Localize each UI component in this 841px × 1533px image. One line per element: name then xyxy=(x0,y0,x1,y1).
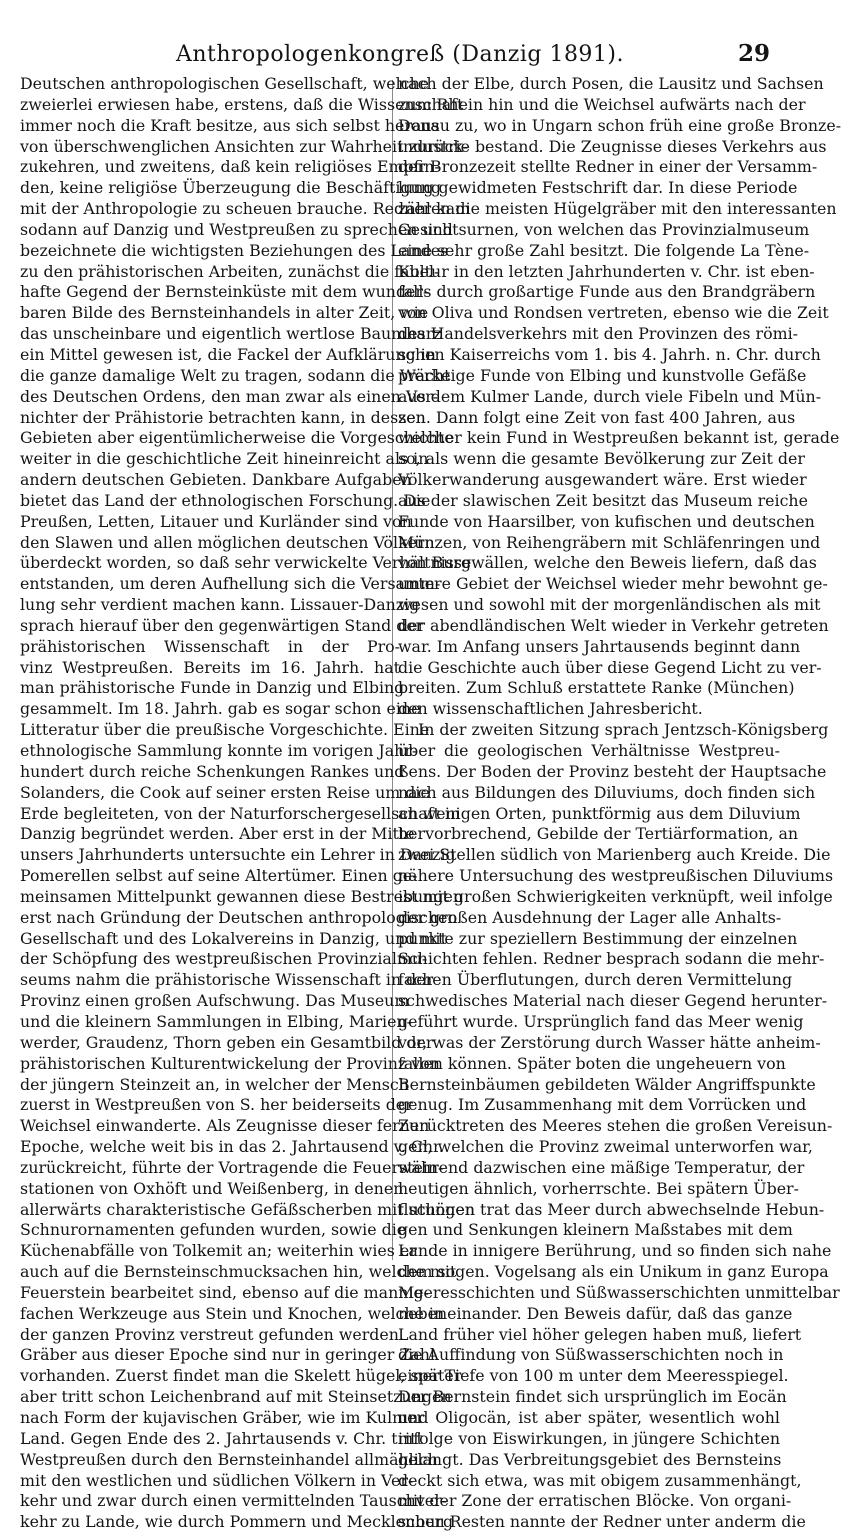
text-line: geführt wurde. Ursprünglich fand das Meer wenig xyxy=(398,1011,804,1031)
text-line: sprach hierauf über den gegenwärtigen Stand der xyxy=(20,615,424,635)
text-line: von Burgwällen, welche den Beweis liefern, daß das xyxy=(398,553,817,573)
text-line: Kultur in den letzten Jahrhunderten v. Chr. ist eben- xyxy=(398,261,815,281)
text-line: war. Im Anfang unsers Jahrtausends beginnt dann xyxy=(398,636,801,656)
text-line: gesammelt. Im 18. Jahrh. gab es sogar schon eine xyxy=(20,699,421,719)
text-line: mit den westlichen und südlichen Völkern in Ver- xyxy=(20,1470,414,1490)
text-line: Gräber aus dieser Epoche sind nur in geringer Zahl xyxy=(20,1345,435,1365)
text-line: mit der Zone der erratischen Blöcke. Von organi- xyxy=(398,1491,792,1511)
text-line: nebeneinander. Den Beweis dafür, daß das ganze xyxy=(398,1303,793,1323)
text-line: während dazwischen eine mäßige Temperatur, der xyxy=(398,1157,805,1177)
text-line: ein Mittel gewesen ist, die Fackel der Aufklärung in xyxy=(20,344,436,364)
text-line: heutigen ähnlich, vorherrschte. Bei spätern Über- xyxy=(398,1178,799,1198)
text-line: genug. Im Zusammenhang mit dem Vorrücken und xyxy=(398,1095,807,1115)
text-line: infolge von Eiswirkungen, in jüngere Schichten xyxy=(398,1428,780,1448)
text-line: untere Gebiet der Weichsel wieder mehr bewohnt ge- xyxy=(398,574,828,594)
text-line: Provinz einen großen Aufschwung. Das Museum xyxy=(20,991,410,1011)
text-line: hafte Gegend der Bernsteinküste mit dem wunder- xyxy=(20,282,429,302)
text-line: sodann auf Danzig und Westpreußen zu sprechen und xyxy=(20,219,453,239)
text-line: zen. Dann folgt eine Zeit von fast 400 Jahren, aus xyxy=(398,407,796,427)
text-line: Gesellschaft und des Lokalvereins in Danzig, und mit xyxy=(20,928,447,948)
text-line: deckt sich etwa, was mit obigem zusammenhängt, xyxy=(398,1470,802,1490)
text-line: Zurücktreten des Meeres stehen die großen Vereisun- xyxy=(398,1116,833,1136)
text-line: Land früher viel höher gelegen haben muß, liefert xyxy=(398,1324,802,1344)
text-line: Land. Gegen Ende des 2. Jahrtausends v. Chr. tritt xyxy=(20,1428,423,1448)
text-line: zweierlei erwiesen habe, erstens, daß die Wissenschaft xyxy=(20,94,464,114)
text-line: zu den prähistorischen Arbeiten, zunächst die fabel- xyxy=(20,261,440,281)
text-line: Erde begleiteten, von der Naturforschergesellschaft in xyxy=(20,803,461,823)
text-line: Münzen, von Reihengräbern mit Schläfenringen und xyxy=(398,532,821,552)
text-line: bezeichnete die wichtigsten Beziehungen des Landes xyxy=(20,240,449,260)
running-header xyxy=(28,38,772,72)
text-line: einer Tiefe von 100 m unter dem Meeresspiegel. xyxy=(398,1366,789,1386)
text-line: Funde von Haarsilber, von kufischen und deutschen xyxy=(398,511,815,531)
text-line: hervorbrechend, Gebilde der Tertiärformation, an xyxy=(398,824,799,844)
text-line: eine sehr große Zahl besitzt. Die folgende La Tène- xyxy=(398,240,810,260)
text-line: prächtige Funde von Elbing und kunstvolle Gefäße xyxy=(398,365,807,385)
text-line: des Deutschen Ordens, den man zwar als einen Ver- xyxy=(20,386,439,406)
text-line: Litteratur über die preußische Vorgeschichte. Eine xyxy=(20,720,430,740)
text-line: gen und Senkungen kleinern Maßstabes mit dem xyxy=(398,1220,793,1240)
text-line: das unscheinbare und eigentlich wertlose Baumharz xyxy=(20,324,442,344)
text-line: Deutschen anthropologischen Gesellschaft, welche xyxy=(20,74,430,93)
text-line: unsers Jahrhunderts untersuchte ein Lehrer in Danzig xyxy=(20,845,456,865)
text-line: lung gewidmeten Festschrift dar. In diese Periode xyxy=(398,178,798,198)
text-line: nichter der Prähistorie betrachten kann, in dessen xyxy=(20,407,426,427)
text-line: flutungen trat das Meer durch abwechselnde Hebun- xyxy=(398,1199,825,1219)
text-line: so, als wenn die gesamte Bevölkerung zur Zeit der xyxy=(398,449,805,469)
text-line: Preußen, Letten, Litauer und Kurländer sind von xyxy=(20,511,412,531)
text-line: Küchenabfälle von Tolkemit an; weiterhin wies er xyxy=(20,1241,417,1261)
text-line: falls durch großartige Funde aus den Brandgräbern xyxy=(398,282,816,302)
text-line: nähere Untersuchung des westpreußischen Diluviums xyxy=(398,866,834,886)
text-line: aus dem Kulmer Lande, durch viele Fibeln und Mün- xyxy=(398,386,822,406)
text-line: zum Rhein hin und die Weichsel aufwärts nach der xyxy=(398,94,806,114)
text-line: immer noch die Kraft besitze, aus sich selbst heraus xyxy=(20,115,440,135)
text-line: dem sogen. Vogelsang als ein Unikum in ganz Europa xyxy=(398,1262,829,1282)
text-line: vor, was der Zerstörung durch Wasser hätte anheim- xyxy=(398,1032,821,1052)
text-line: Bernsteinbäumen gebildeten Wälder Angriffspunkte xyxy=(398,1074,816,1094)
text-line: den wissenschaftlichen Jahresbericht. xyxy=(398,699,703,719)
text-line: die ganze damalige Welt zu tragen, sodann die Werke xyxy=(20,365,451,385)
text-line: lung sehr verdient machen kann. Lissauer-Danzig xyxy=(20,595,420,615)
text-line: erst nach Gründung der Deutschen anthropologischen xyxy=(20,907,458,927)
text-line: fachen Werkzeuge aus Stein und Knochen, welche in xyxy=(20,1303,445,1323)
text-line: zählen die meisten Hügelgräber mit den interessanten xyxy=(398,199,837,219)
text-line: Gebieten aber eigentümlicherweise die Vorgeschichte xyxy=(20,428,454,448)
text-line: Danzig begründet werden. Aber erst in der Mitte xyxy=(20,824,415,844)
text-line: andern deutschen Gebieten. Dankbare Aufgaben xyxy=(20,470,412,490)
text-line: welcher kein Fund in Westpreußen bekannt ist, gerade xyxy=(398,428,840,448)
text-line: von Oliva und Rondsen vertreten, ebenso wie die Zeit xyxy=(398,303,829,323)
left-column xyxy=(20,74,475,1533)
page-number: 29 xyxy=(737,40,770,67)
text-line: der ganzen Provinz verstreut gefunden werden. xyxy=(20,1324,404,1344)
text-line: der abendländischen Welt wieder in Verkehr getreten xyxy=(398,615,829,635)
text-line: fachen Überflutungen, durch deren Vermittelung xyxy=(398,970,793,990)
text-line: und die kleinern Sammlungen in Elbing, Marien- xyxy=(20,1011,412,1031)
text-line: gen, welchen die Provinz zweimal unterworfen war, xyxy=(398,1137,813,1157)
text-line: schwedisches Material nach dieser Gegend herunter- xyxy=(398,991,828,1011)
text-line: der jüngern Steinzeit an, in welcher der Mensch xyxy=(20,1074,409,1094)
text-line: fallen können. Später boten die ungeheuern von xyxy=(398,1053,786,1073)
text-line: von überschwenglichen Ansichten zur Wahrheit zurück- xyxy=(20,136,469,156)
text-line: Der Bernstein findet sich ursprünglich im Eocän xyxy=(398,1387,787,1407)
text-line: Völkerwanderung ausgewandert wäre. Erst wieder xyxy=(398,470,807,490)
text-line: weiter in die geschichtliche Zeit hineinreicht als in xyxy=(20,449,429,469)
text-line: In der zweiten Sitzung sprach Jentzsch-Königsberg xyxy=(418,720,829,740)
text-line: überdeckt worden, so daß sehr verwickelte Verhältnisse xyxy=(20,553,472,573)
text-line: industrie bestand. Die Zeugnisse dieses Verkehrs aus xyxy=(398,136,827,156)
text-line: zurückreicht, führte der Vortragende die Feuerstein- xyxy=(20,1157,444,1177)
text-line: aus der slawischen Zeit besitzt das Museum reiche xyxy=(398,490,808,510)
right-column xyxy=(398,74,841,1533)
text-line: nach der Elbe, durch Posen, die Lausitz und Sachsen xyxy=(398,74,824,93)
text-line: zukehren, und zweitens, daß kein religiöses Empfin- xyxy=(20,157,440,177)
text-line: vinz Westpreußen. Bereits im 16. Jahrh. hat xyxy=(20,657,400,677)
text-line: über die geologischen Verhältnisse Westpreu- xyxy=(398,741,780,760)
text-line: wesen und sowohl mit der morgenländischen als mit xyxy=(398,595,821,615)
text-line: der Bronzezeit stellte Redner in einer der Versamm- xyxy=(398,157,818,177)
text-line: der großen Ausdehnung der Lager alle Anhalts- xyxy=(398,907,782,927)
text-line: ist mit großen Schwierigkeiten verknüpft, weil infolge xyxy=(398,886,833,906)
text-line: den, keine religiöse Überzeugung die Beschäftigung xyxy=(20,178,441,198)
text-line: Schnurornamenten gefunden wurden, sowie die xyxy=(20,1220,407,1240)
text-line: meinsamen Mittelpunkt gewannen diese Bestrebungen xyxy=(20,886,464,906)
text-line: Gesichtsurnen, von welchen das Provinzialmuseum xyxy=(398,219,810,239)
text-line: ethnologische Sammlung konnte im vorigen Jahr- xyxy=(20,741,418,760)
text-line: auch auf die Bernsteinschmucksachen hin, welche mit xyxy=(20,1262,457,1282)
text-line: mit der Anthropologie zu scheuen brauche. Redner kam xyxy=(20,199,471,219)
text-line: Solanders, die Cook auf seiner ersten Reise um die xyxy=(20,782,430,802)
text-line: an wenigen Orten, punktförmig aus dem Diluvium xyxy=(398,803,801,823)
text-line: breiten. Zum Schluß erstattete Ranke (München) xyxy=(398,678,795,698)
text-line: schen Resten nannte der Redner unter anderm die xyxy=(398,1512,806,1532)
text-line: prähistorischen Kulturentwickelung der Provinz von xyxy=(20,1053,440,1073)
text-line: nach Form der kujavischen Gräber, wie im Kulmer xyxy=(20,1408,425,1427)
text-line: die Geschichte auch über diese Gegend Licht zu ver- xyxy=(398,657,822,677)
text-line: Schichten fehlen. Redner besprach sodann die mehr- xyxy=(398,949,825,969)
text-line: schen Kaiserreichs vom 1. bis 4. Jahrh. n. Chr. durch xyxy=(398,344,821,364)
text-line: werder, Graudenz, Thorn geben ein Gesamtbild der xyxy=(20,1032,434,1052)
text-line: der Schöpfung des westpreußischen Provinzialmu- xyxy=(20,949,428,969)
text-line: Donau zu, wo in Ungarn schon früh eine große Bronze- xyxy=(398,115,841,135)
text-line: Epoche, welche weit bis in das 2. Jahrtausend v. Chr. xyxy=(20,1137,444,1157)
text-line: prähistorischen Wissenschaft in der Pro- xyxy=(20,636,400,656)
text-line: Lande in innigere Berührung, und so finden sich nahe xyxy=(398,1241,832,1261)
text-line: aber tritt schon Leichenbrand auf mit Steinsetzungen xyxy=(20,1387,452,1407)
text-line: stationen von Oxhöft und Weißenberg, in denen xyxy=(20,1178,404,1198)
text-line: baren Bilde des Bernsteinhandels in alter Zeit, wie xyxy=(20,303,429,323)
text-line: man prähistorische Funde in Danzig und Elbing xyxy=(20,678,405,698)
text-line: Pomerellen selbst auf seine Altertümer. Einen ge- xyxy=(20,866,418,886)
text-line: allerwärts charakteristische Gefäßscherben mit schönen xyxy=(20,1199,475,1219)
text-line: ßens. Der Boden der Provinz besteht der Hauptsache xyxy=(398,761,827,781)
text-line: bietet das Land der ethnologischen Forschung. Die xyxy=(20,490,431,510)
text-line: und Oligocän, ist aber später, wesentlich wohl xyxy=(398,1408,780,1427)
text-line: zwei Stellen südlich von Marienberg auch Kreide. Die xyxy=(398,845,831,865)
text-line: Feuerstein bearbeitet sind, ebenso auf die mannig- xyxy=(20,1282,429,1302)
text-line: seums nahm die prähistorische Wissenschaft in der xyxy=(20,970,434,990)
text-line: den Slawen und allen möglichen deutschen Völkern xyxy=(20,532,435,552)
text-line: entstanden, um deren Aufhellung sich die Versamm- xyxy=(20,574,441,594)
text-line: punkte zur speziellern Bestimmung der einzelnen xyxy=(398,928,798,948)
text-line: kehr und zwar durch einen vermittelnden Tauschver- xyxy=(20,1491,447,1511)
text-line: die Auffindung von Süßwasserschichten noch in xyxy=(398,1345,784,1365)
text-line: vorhanden. Zuerst findet man die Skelett hügel, später xyxy=(20,1366,462,1386)
text-line: Weichsel einwanderte. Als Zeugnisse dieser fernen xyxy=(20,1116,430,1136)
text-line: Meeresschichten und Süßwasserschichten unmittelbar xyxy=(398,1282,840,1302)
text-line: des Handelsverkehrs mit den Provinzen des römi- xyxy=(398,324,798,344)
text-line: kehr zu Lande, wie durch Pommern und Mecklenburg xyxy=(20,1512,454,1532)
text-line: Westpreußen durch den Bernsteinhandel allmählich xyxy=(20,1449,438,1469)
text-line: hundert durch reiche Schenkungen Rankes und xyxy=(20,761,405,781)
text-line: gelangt. Das Verbreitungsgebiet des Bernsteins xyxy=(398,1449,782,1469)
text-line: zuerst in Westpreußen von S. her beiderseits der xyxy=(20,1095,413,1115)
running-title: Anthropologenkongreß (Danzig 1891). xyxy=(175,42,625,67)
text-line: nach aus Bildungen des Diluviums, doch finden sich xyxy=(398,782,816,802)
